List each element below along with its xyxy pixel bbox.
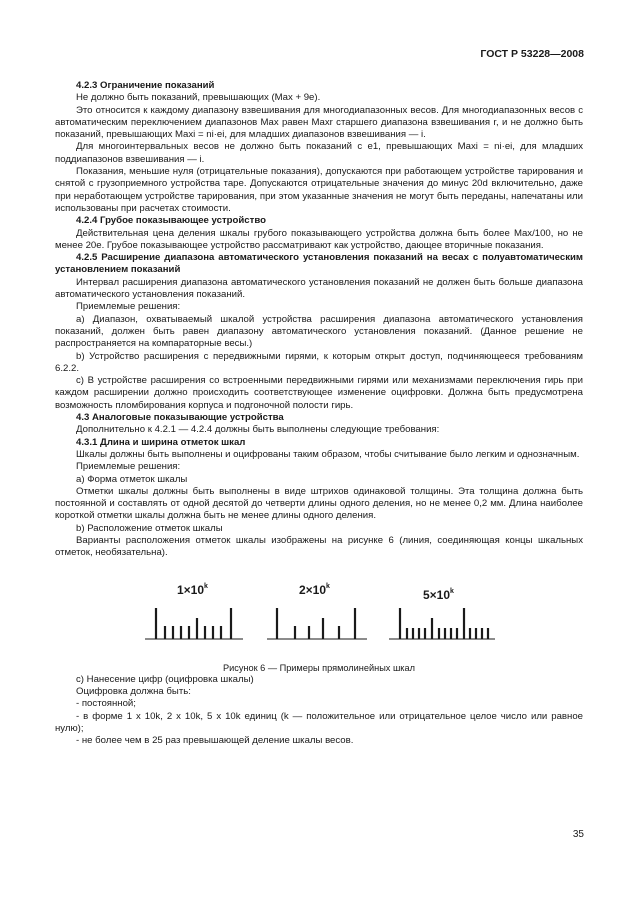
paragraph: c) В устройстве расширения со встроенными передвижными гирями или механизмами переключения гирь при каждом расширении должно происходить соответствующее изменение оцифровки. Должна быть предусмотрена возможность пломбирования корпуса и подгоночной полости гирь. — [55, 375, 583, 411]
paragraph: Дополнительно к 4.2.1 — 4.2.4 должны быть выполнены следующие требования: — [76, 424, 440, 436]
document-header — [480, 48, 584, 60]
scale-label-2: $2\times 10^k$ — [299, 582, 330, 597]
paragraph: b) Расположение отметок шкалы — [76, 522, 223, 534]
paragraph: Для многоинтервальных весов не должно быть показаний с e1, превышающих Maxi = ni·ei, для младших поддиапазонов взвешивания — i. — [55, 141, 583, 165]
paragraph: c) Нанесение цифр (оцифровка шкалы) — [76, 673, 254, 685]
list-item: - не более чем в 25 раз превышающей деление шкалы весов. — [76, 735, 354, 747]
section-heading-4-3-1: 4.3.1 Длина и ширина отметок шкал — [76, 436, 246, 448]
figure-6-scales — [55, 566, 583, 662]
paragraph: Приемлемые решения: — [76, 301, 181, 313]
scale-5-ticks — [389, 608, 495, 639]
figure-caption: Рисунок 6 — Примеры прямолинейных шкал — [222, 662, 416, 673]
page-content — [55, 80, 583, 748]
paragraph: Это относится к каждому диапазону взвешивания для многодиапазонных весов. Для многодиапазонных весов с автоматическим переключением диапазонов Max равен Maxr старшего диапазона взвешивания r, и не должно быть показаний, превышающих Maxi = ni·ei, для младших диапазонов взвешивания — i. — [55, 104, 583, 141]
paragraph: Не должно быть показаний, превышающих (Max + 9e). — [76, 92, 321, 104]
list-item: - постоянной; — [76, 698, 136, 710]
scale-label-1: $1\times 10^k$ — [177, 582, 208, 597]
section-heading-4-2-3: 4.2.3 Ограничение показаний — [76, 80, 215, 91]
scale-diagram — [55, 566, 583, 662]
paragraph: а) Форма отметок шкалы — [76, 473, 188, 485]
paragraph: Оцифровка должна быть: — [76, 686, 191, 698]
list-item: - в форме 1 x 10k, 2 x 10k, 5 x 10k единиц (k — положительное или отрицательное целое число или равное нулю); — [55, 710, 583, 735]
paragraph: Приемлемые решения: — [76, 461, 181, 473]
paragraph: Показания, меньшие нуля (отрицательные показания), допускаются при работающем устройстве тарирования и снятой с грузоприемного устройства таре. Допускаются отрицательные значения до минус 20d включительно, даже при неработающем устройстве тарирования, при этом указанные значения не могут быть переданы, напечатаны или использованы при расчетах стоимости. — [55, 166, 583, 214]
paragraph: Шкалы должны быть выполнены и оцифрованы таким образом, чтобы считывание было легким и однозначным. — [76, 448, 580, 460]
section-heading-4-2-4: 4.2.4 Грубое показывающее устройство — [76, 215, 266, 227]
standard-number: ГОСТ Р 53228—2008 — [480, 48, 584, 60]
section-heading-4-3: 4.3 Аналоговые показывающие устройства — [76, 412, 284, 424]
paragraph: Отметки шкалы должны быть выполнены в виде штрихов одинаковой толщины. Эта толщина должна быть постоянной и составлять от одной десятой до четверти длины одного деления, но не менее 0,2 мм. Длина наиболее короткой отметки шкалы должна быть не менее длины одного деления. — [55, 485, 583, 522]
paragraph: Интервал расширения диапазона автоматического установления показаний не должен быть больше диапазона автоматического установления показаний. — [55, 276, 583, 301]
paragraph: а) Диапазон, охватываемый шкалой устройства расширения диапазона автоматического установления показаний, должен быть равен диапазону автоматического установления показаний. (Данное решение не распространяется на компараторные весы.) — [55, 313, 583, 350]
scale-1-ticks — [145, 608, 243, 639]
paragraph: Действительная цена деления шкалы грубого показывающего устройства должна быть более Max/100, но не менее 20e. Грубое показывающее устройство рассматривают как устройство, дающее вторичные показания. — [55, 227, 583, 251]
paragraph: b) Устройство расширения с передвижными гирями, к которым открыт доступ, подчиняющееся требованиям 6.2.2. — [55, 350, 583, 374]
scale-label-5: $5\times 10^k$ — [423, 587, 454, 602]
section-heading-4-2-5: 4.2.5 Расширение диапазона автоматического установления показаний на весах с полуавтоматическим установлением показаний — [55, 252, 583, 276]
scale-2-ticks — [267, 608, 367, 639]
page-number: 35 — [572, 829, 584, 840]
paragraph: Варианты расположения отметок шкалы изображены на рисунке 6 (линия, соединяющая концы шкальных отметок, необязательна). — [55, 534, 583, 559]
